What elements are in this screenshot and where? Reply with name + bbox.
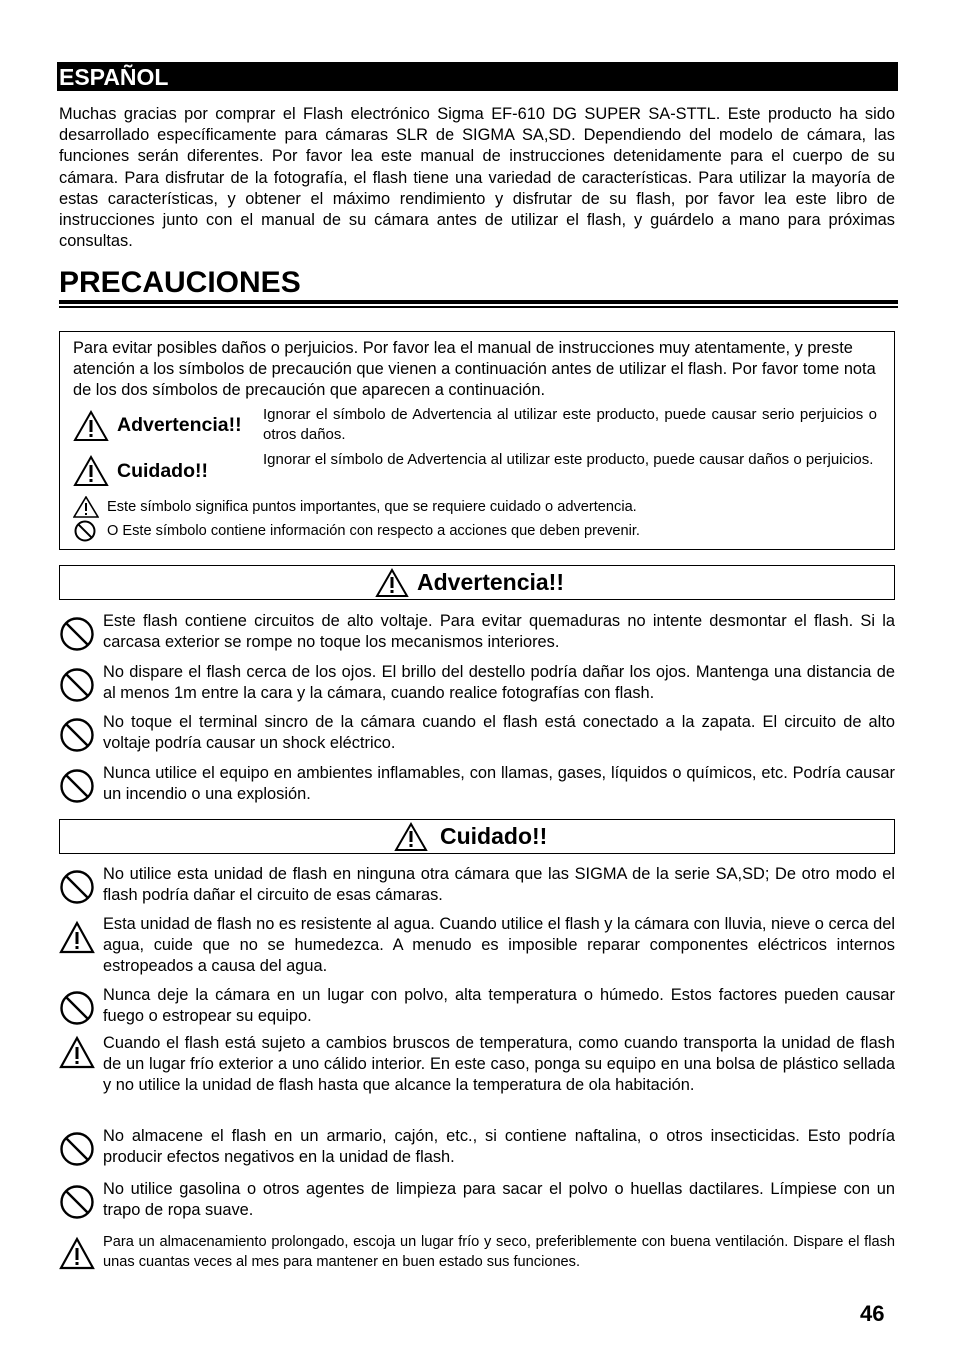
warning-item-text: Este flash contiene circuitos de alto voltaje. Para evitar quemaduras no intente desmontar el flash. Si la carcasa exterior se rompe no toque los mecanismos interiores.: [103, 612, 895, 652]
caution-item-text: No utilice esta unidad de flash en ninguna otra cámara que las SIGMA de la serie SA,SD; De otro modo el flash podría dañar el circuito de esas cámaras.: [103, 865, 895, 905]
heading-rule-thin: [59, 306, 898, 308]
caution-section-header: [59, 819, 895, 854]
warning-section-title: Advertencia!!: [417, 569, 564, 595]
page-number: 46: [860, 1301, 885, 1326]
legend-triangle-row: [73, 496, 99, 518]
caution-item-text: Nunca deje la cámara en un lugar con polvo, alta temperatura o húmedo. Estos factores pueden causar fuego o estropear su equipo.: [103, 986, 895, 1026]
legend-prohibit-text: O Este símbolo contiene información con respecto a acciones que deben prevenir.: [107, 523, 640, 539]
warning-item-text: No toque el terminal sincro de la cámara cuando el flash está conectado a la zapata. El circuito de alto voltaje podría causar un shock eléctrico.: [103, 713, 895, 753]
notice-intro: Para evitar posibles daños o perjuicios. Por favor lea el manual de instrucciones muy atentamente, y preste atención a los símbolos de precaución que vienen a continuación antes de utilizar el flash. Por favor tome nota de los dos símbolos de precaución que aparecen a continuación.: [73, 339, 876, 400]
small-prohibition-icon: [73, 520, 97, 542]
legend-triangle-text: Este símbolo significa puntos importantes, que se requiere cuidado o advertencia.: [107, 499, 637, 515]
prohibition-icon: [59, 868, 95, 906]
caution-item-text: Esta unidad de flash no es resistente al agua. Cuando utilice el flash y la cámara con lluvia, nieve o cerca del agua, cuide que no se humedezca. A menudo es imposible reparar componentes eléctricos internos estropeados a causa del agua.: [103, 915, 895, 976]
intro-paragraph: Muchas gracias por comprar el Flash electrónico Sigma EF-610 DG SUPER SA-STTL. Este producto ha sido desarrollado específicamente para cámaras SLR de SIGMA SA,SD. Dependiendo del modelo de cámara, las funciones serán diferentes. Por favor lea este manual de instrucciones detenidamente para el cuerpo de su cámara. Para disfrutar de la fotografía, el flash tiene una variedad de características. Para utilizar la mayoría de estas características, y obtener el máximo rendimiento y disfrutar de su flash, por favor lea este libro de instrucciones junto con el manual de su cámara antes de utilizar el flash, y guárdelo a mano para próximas consultas.: [59, 105, 895, 251]
language-heading-bar: [57, 62, 898, 91]
warning-triangle-icon: [73, 455, 109, 487]
warning-triangle-icon: [73, 410, 109, 442]
legend-prohibit-row: [73, 520, 97, 542]
warning-triangle-icon: [394, 822, 428, 852]
caution-item-text: No utilice gasolina o otros agentes de limpieza para sacar el polvo o huellas dactilares. Límpiese con un trapo de ropa suave.: [103, 1180, 895, 1220]
precautions-heading: PRECAUCIONES: [59, 266, 301, 299]
warning-item-text: Nunca utilice el equipo en ambientes inflamables, con llamas, gases, líquidos o químicos, etc. Podría causar un incendio o una explosión.: [103, 764, 895, 804]
caution-item-text: Cuando el flash está sujeto a cambios bruscos de temperatura, como cuando transporta la unidad de flash de un lugar frío exterior a uno cálido interior. En este caso, ponga su equipo en una bolsa de plástico sellada y no utilice la unidad de flash hasta que alcance la temperatura de ola habitación.: [103, 1034, 895, 1095]
warning-triangle-icon: [59, 920, 95, 956]
warning-description: Ignorar el símbolo de Advertencia al utilizar este producto, puede causar serio perjuicios o otros daños.: [263, 406, 877, 444]
caution-description: Ignorar el símbolo de Advertencia al utilizar este producto, puede causar daños o perjuicios.: [263, 451, 874, 468]
warning-section-header: [59, 565, 895, 600]
prohibition-icon: [59, 666, 95, 704]
warning-triangle-icon: [375, 568, 409, 598]
heading-rule-thick: [59, 300, 898, 304]
caution-item-text: Para un almacenamiento prolongado, escoja un lugar frío y seco, preferiblemente con buena ventilación. Dispare el flash unas cuantas veces al mes para mantener en buen estado sus funciones.: [103, 1234, 895, 1270]
caution-section-title: Cuidado!!: [440, 823, 548, 849]
caution-item-text: No almacene el flash en un armario, cajón, etc., si contiene naftalina, o otros insecticidas. Esto podría producir efectos negativos en la unidad de flash.: [103, 1127, 895, 1167]
warning-symbol-row: [73, 410, 109, 442]
prohibition-icon: [59, 1183, 95, 1221]
prohibition-icon: [59, 615, 95, 653]
warning-item-text: No dispare el flash cerca de los ojos. El brillo del destello podría dañar los ojos. Mantenga una distancia de al menos 1m entre la cara y la cámara, cuando realice fotografías con flash.: [103, 663, 895, 703]
language-heading: ESPAÑOL: [59, 64, 169, 90]
caution-label: Cuidado!!: [117, 460, 208, 482]
prohibition-icon: [59, 767, 95, 805]
warning-triangle-icon: [59, 1236, 95, 1272]
warning-triangle-icon: [59, 1035, 95, 1071]
prohibition-icon: [59, 716, 95, 754]
prohibition-icon: [59, 1130, 95, 1168]
symbols-notice-box: [59, 331, 895, 550]
prohibition-icon: [59, 989, 95, 1027]
small-warning-triangle-icon: [73, 496, 99, 518]
caution-symbol-row: [73, 455, 109, 487]
warning-label: Advertencia!!: [117, 414, 242, 436]
